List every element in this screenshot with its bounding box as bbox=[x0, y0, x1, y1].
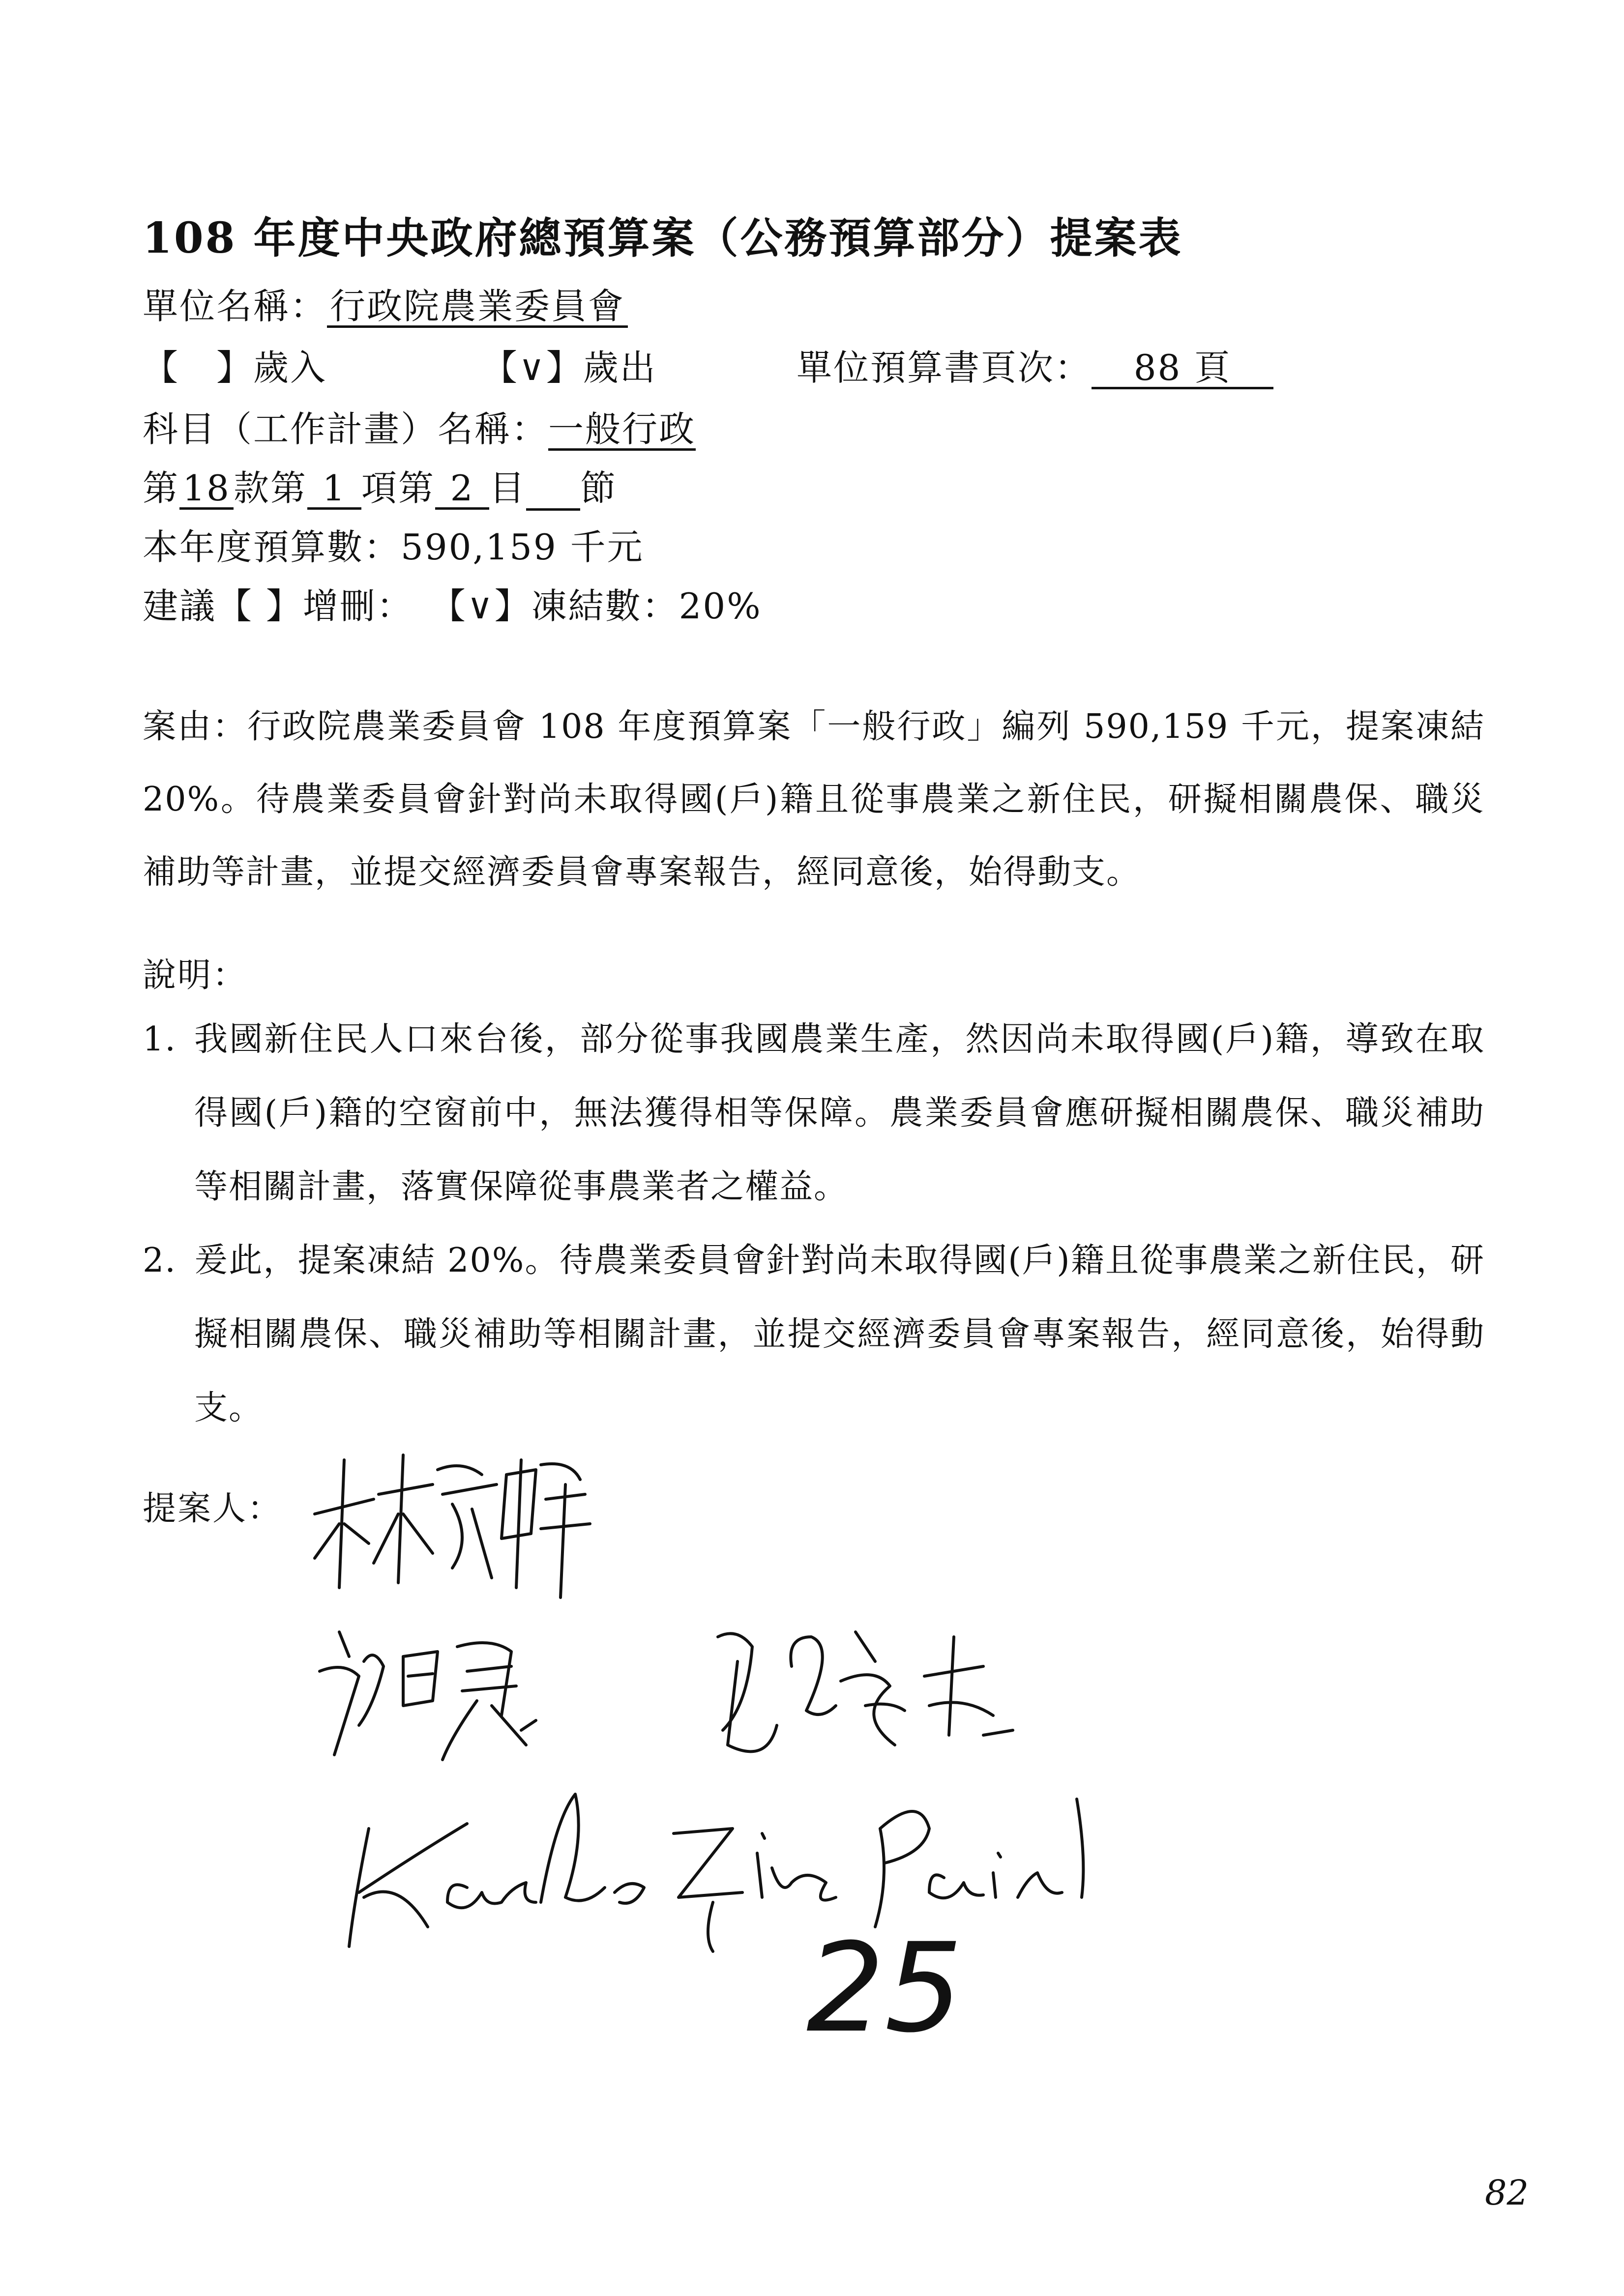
signature-2 bbox=[305, 1617, 580, 1767]
freeze-checkbox: 【∨】 bbox=[447, 585, 531, 627]
signature-1 bbox=[305, 1440, 600, 1599]
revenue-checkbox: 【 】 bbox=[143, 347, 254, 388]
explanation-item-text: 爰此，提案凍結 20%。待農業委員會針對尚未取得國(戶)籍且從事農業之新住民，研擬相關農保、職災補助等相關計畫，並提交經濟委員會專案報告，經同意後，始得動支。 bbox=[194, 1241, 1485, 1427]
classification-text: 項第 bbox=[361, 467, 436, 509]
classification-text: 目 bbox=[489, 467, 527, 509]
page-title: 108 年度中央政府總預算案（公務預算部分）提案表 bbox=[143, 213, 1183, 263]
classification-text: 節 bbox=[580, 467, 618, 509]
expense-checkbox-row bbox=[482, 339, 657, 390]
budget-amount: 本年度預算數：590,159 千元 bbox=[143, 526, 644, 568]
signature-3 bbox=[708, 1617, 1062, 1767]
classification-text: 款第 bbox=[234, 467, 308, 509]
subject-label: 科目（工作計畫）名稱： bbox=[143, 408, 549, 450]
explanation-item-number: 1. bbox=[143, 1020, 177, 1059]
page-number: 82 bbox=[1485, 2173, 1529, 2213]
classification-kuan: 18 bbox=[179, 470, 234, 510]
unit-name-label: 單位名稱： bbox=[143, 286, 327, 327]
explanation-item-text: 我國新住民人口來台後，部分從事我國農業生產，然因尚未取得國(戶)籍，導致在取得國(戶)籍的空窗前中，無法獲得相等保障。農業委員會應研擬相關農保、職災補助等相關計畫，落實保障從事農業者之權益。 bbox=[194, 1020, 1485, 1206]
revenue-checkbox-row bbox=[143, 339, 327, 390]
handwritten-number: 25 bbox=[806, 1917, 963, 2060]
subject-value: 一般行政 bbox=[548, 408, 696, 450]
budget-page-label: 單位預算書頁次： bbox=[797, 347, 1092, 388]
explanation-item-number: 2. bbox=[143, 1241, 177, 1280]
classification-row bbox=[143, 460, 617, 511]
freeze-label: 凍結數：20% bbox=[531, 585, 762, 627]
classification-jie bbox=[526, 473, 580, 511]
suggestion-row bbox=[143, 578, 762, 629]
expense-checkbox: 【∨】 bbox=[482, 347, 583, 388]
suggestion-prefix: 建議【 】增刪： bbox=[143, 585, 413, 627]
explanation-label: 說明： bbox=[143, 956, 248, 995]
subject-row bbox=[143, 401, 696, 452]
revenue-label: 歲入 bbox=[253, 347, 327, 388]
expense-label: 歲出 bbox=[583, 347, 657, 388]
classification-mu: 2 bbox=[435, 470, 489, 510]
unit-name-value: 行政院農業委員會 bbox=[327, 288, 628, 328]
budget-page-value: 88 頁 bbox=[1092, 349, 1273, 389]
budget-page-row bbox=[797, 339, 1273, 390]
proposer-label: 提案人： bbox=[143, 1489, 283, 1528]
classification-xiang: 1 bbox=[307, 470, 361, 510]
signature-4 bbox=[339, 1779, 1205, 1958]
classification-text: 第 bbox=[143, 467, 180, 509]
unit-name-row bbox=[143, 278, 628, 329]
reason-paragraph: 案由：行政院農業委員會 108 年度預算案「一般行政」編列 590,159 千元，提案凍結 20%。待農業委員會針對尚未取得國(戶)籍且從事農業之新住民，研擬相關農保、職災補助等計畫，並提交經濟委員會專案報告，經同意後，始得動支。 bbox=[143, 707, 1485, 892]
